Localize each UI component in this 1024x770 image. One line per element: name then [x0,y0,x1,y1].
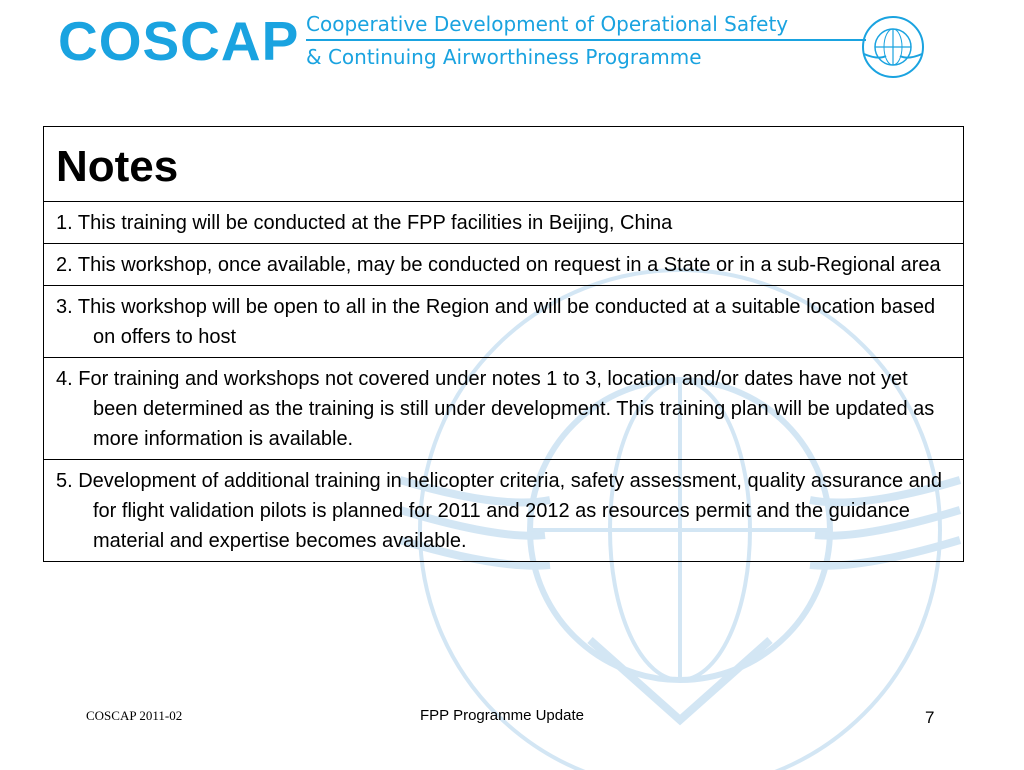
note-text: 4. For training and workshops not covered under notes 1 to 3, location and/or dates have not yet been determined as the training is still under development. This training plan will be updated as more information is available. [56,368,935,450]
header-divider [306,39,866,41]
notes-title-row [44,127,963,201]
note-text: 2. This workshop, once available, may be conducted on request in a State or in a sub-Regional area [56,254,941,276]
footer-title: FPP Programme Update [420,707,584,724]
coscap-logo: COSCAP [58,10,300,72]
tagline-line-1: Cooperative Development of Operational Safety [306,12,789,36]
note-text: 3. This workshop will be open to all in the Region and will be conducted at a suitable location based on offers to host [56,296,936,348]
note-row-2 [44,243,963,285]
note-text: 1. This training will be conducted at the FPP facilities in Beijing, China [56,212,673,234]
page-number: 7 [925,708,935,727]
notes-title: Notes [56,142,179,191]
footer-date: COSCAP 2011-02 [86,708,183,723]
note-row-3 [44,285,963,357]
notes-table [43,126,964,562]
note-text: 5. Development of additional training in helicopter criteria, safety assessment, quality assurance and for flight validation pilots is planned for 2011 and 2012 as resources permit and the guidance material and expertise becomes available. [56,470,943,552]
note-row-4 [44,357,963,459]
note-row-5 [44,459,963,561]
tagline-line-2: & Continuing Airworthiness Programme [306,45,702,69]
icao-emblem-icon [858,12,928,82]
note-row-1 [44,201,963,243]
